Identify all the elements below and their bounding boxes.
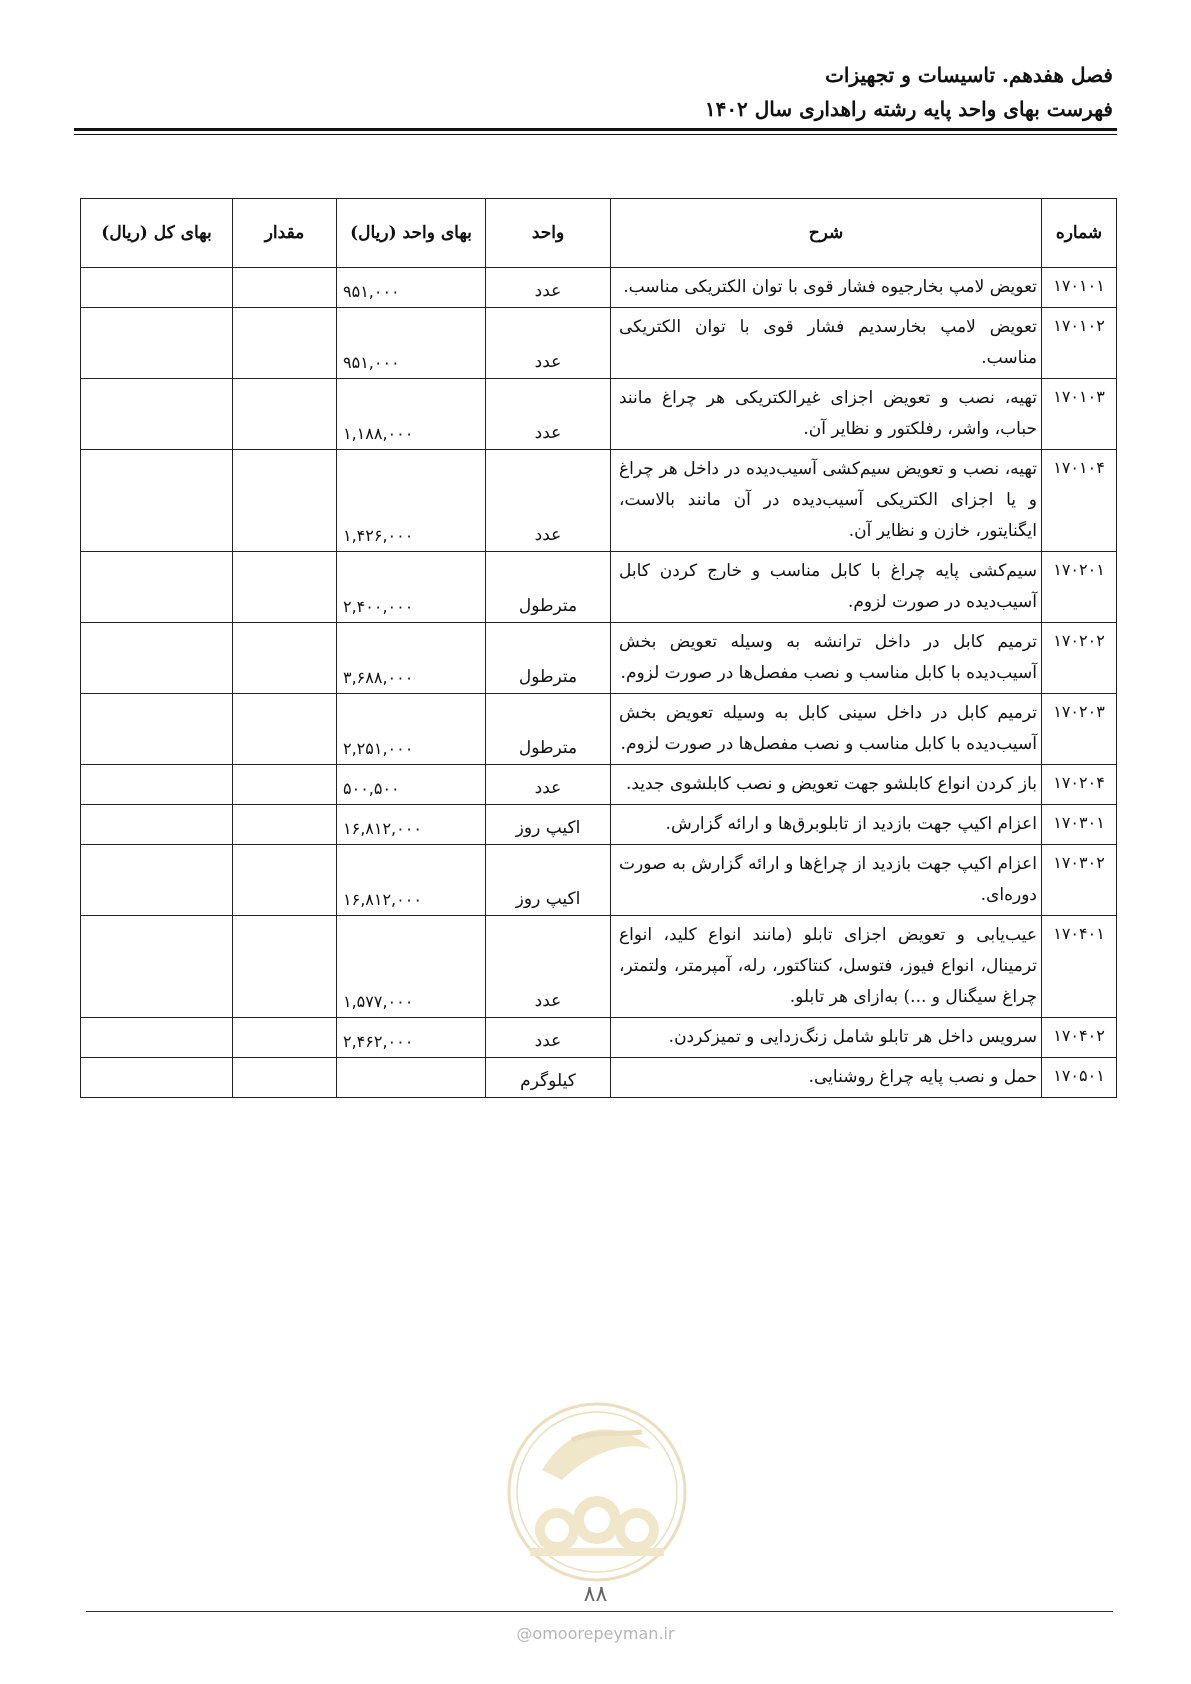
row-description: سرویس داخل هر تابلو شامل زنگ‌زدایی و تمیزکردن. xyxy=(611,1018,1042,1058)
row-code: ۱۷۰۲۰۴ xyxy=(1042,765,1117,805)
row-unit: عدد xyxy=(486,308,611,379)
row-unit-price: ۱,۱۸۸,۰۰۰ xyxy=(337,379,486,450)
row-total-price xyxy=(81,308,233,379)
row-total-price xyxy=(81,765,233,805)
row-total-price xyxy=(81,694,233,765)
page-number: ۸۸ xyxy=(583,1582,608,1607)
row-unit: عدد xyxy=(486,379,611,450)
row-unit-price: ۲,۴۰۰,۰۰۰ xyxy=(337,552,486,623)
row-description: اعزام اکیپ جهت بازدید از تابلوبرق‌ها و ارائه گزارش. xyxy=(611,805,1042,845)
footer-rule xyxy=(86,1611,1113,1612)
table-row xyxy=(81,765,1117,805)
header-rule-thick xyxy=(74,128,1117,131)
row-unit: عدد xyxy=(486,1018,611,1058)
row-total-price xyxy=(81,268,233,308)
row-unit-price: ۵۰۰,۵۰۰ xyxy=(337,765,486,805)
row-quantity xyxy=(233,379,337,450)
row-description: تعویض لامپ بخارسدیم فشار قوی با توان الکتریکی مناسب. xyxy=(611,308,1042,379)
header-rule-thin xyxy=(74,134,1117,135)
row-unit: مترطول xyxy=(486,694,611,765)
row-code: ۱۷۰۳۰۱ xyxy=(1042,805,1117,845)
row-unit: عدد xyxy=(486,916,611,1018)
row-description: سیم‌کشی پایه چراغ با کابل مناسب و خارج کردن کابل آسیب‌دیده در صورت لزوم. xyxy=(611,552,1042,623)
row-total-price xyxy=(81,1018,233,1058)
row-unit: عدد xyxy=(486,765,611,805)
chapter-title: فصل هفدهم. تاسیسات و تجهیزات xyxy=(825,63,1113,87)
row-code: ۱۷۰۴۰۲ xyxy=(1042,1018,1117,1058)
row-description: تهیه، نصب و تعویض سیم‌کشی آسیب‌دیده در داخل هر چراغ و یا اجزای الکتریکی آسیب‌دیده در آن مانند بالاست، ایگنایتور، خازن و نظایر آن. xyxy=(611,450,1042,552)
row-total-price xyxy=(81,552,233,623)
row-quantity xyxy=(233,916,337,1018)
table-row xyxy=(81,623,1117,694)
row-quantity xyxy=(233,694,337,765)
row-code: ۱۷۰۱۰۲ xyxy=(1042,308,1117,379)
row-unit: عدد xyxy=(486,450,611,552)
table-header-row xyxy=(81,199,1117,268)
row-code: ۱۷۰۳۰۲ xyxy=(1042,845,1117,916)
row-description: حمل و نصب پایه چراغ روشنایی. xyxy=(611,1058,1042,1098)
website-watermark: @omoorepeyman.ir xyxy=(516,1624,675,1643)
row-description: باز کردن انواع کابلشو جهت تعویض و نصب کابلشوی جدید. xyxy=(611,765,1042,805)
row-quantity xyxy=(233,805,337,845)
row-quantity xyxy=(233,450,337,552)
row-total-price xyxy=(81,379,233,450)
document-subtitle: فهرست بهای واحد پایه رشته راهداری سال ۱۴۰۲ xyxy=(704,97,1113,121)
row-unit-price: ۹۵۱,۰۰۰ xyxy=(337,268,486,308)
row-unit: مترطول xyxy=(486,552,611,623)
row-quantity xyxy=(233,623,337,694)
row-unit: مترطول xyxy=(486,623,611,694)
row-code: ۱۷۰۱۰۴ xyxy=(1042,450,1117,552)
table-row xyxy=(81,1058,1117,1098)
row-unit: کیلوگرم xyxy=(486,1058,611,1098)
table-row xyxy=(81,845,1117,916)
table-row xyxy=(81,308,1117,379)
col-header-quantity: مقدار xyxy=(233,199,337,268)
row-unit: اکیپ روز xyxy=(486,805,611,845)
row-total-price xyxy=(81,845,233,916)
table-row xyxy=(81,805,1117,845)
row-description: تهیه، نصب و تعویض اجزای غیرالکتریکی هر چراغ مانند حباب، واشر، رفلکتور و نظایر آن. xyxy=(611,379,1042,450)
publisher-logo-watermark xyxy=(502,1380,692,1600)
row-description: ترمیم کابل در داخل ترانشه به وسیله تعویض بخش آسیب‌دیده با کابل مناسب و نصب مفصل‌ها در صورت لزوم. xyxy=(611,623,1042,694)
row-total-price xyxy=(81,623,233,694)
row-total-price xyxy=(81,450,233,552)
row-code: ۱۷۰۲۰۳ xyxy=(1042,694,1117,765)
row-unit-price: ۱,۵۷۷,۰۰۰ xyxy=(337,916,486,1018)
row-quantity xyxy=(233,308,337,379)
row-description: ترمیم کابل در داخل سینی کابل به وسیله تعویض بخش آسیب‌دیده با کابل مناسب و نصب مفصل‌ها در صورت لزوم. xyxy=(611,694,1042,765)
row-total-price xyxy=(81,1058,233,1098)
row-code: ۱۷۰۵۰۱ xyxy=(1042,1058,1117,1098)
row-unit-price xyxy=(337,1058,486,1098)
row-code: ۱۷۰۱۰۳ xyxy=(1042,379,1117,450)
row-unit-price: ۳,۶۸۸,۰۰۰ xyxy=(337,623,486,694)
row-unit-price: ۱۶,۸۱۲,۰۰۰ xyxy=(337,805,486,845)
row-code: ۱۷۰۴۰۱ xyxy=(1042,916,1117,1018)
row-unit: عدد xyxy=(486,268,611,308)
row-quantity xyxy=(233,845,337,916)
row-code: ۱۷۰۲۰۱ xyxy=(1042,552,1117,623)
table-row xyxy=(81,268,1117,308)
row-quantity xyxy=(233,268,337,308)
table-row xyxy=(81,694,1117,765)
row-code: ۱۷۰۲۰۲ xyxy=(1042,623,1117,694)
col-header-code: شماره xyxy=(1042,199,1117,268)
table-row xyxy=(81,916,1117,1018)
row-description: تعویض لامپ بخارجیوه فشار قوی با توان الکتریکی مناسب. xyxy=(611,268,1042,308)
row-unit-price: ۹۵۱,۰۰۰ xyxy=(337,308,486,379)
row-description: عیب‌یابی و تعویض اجزای تابلو (مانند انواع کلید، انواع ترمینال، انواع فیوز، فتوسل، کنتاکتور، رله، آمپرمتر، ولتمتر، چراغ سیگنال و ...) به‌ازای هر تابلو. xyxy=(611,916,1042,1018)
row-unit: اکیپ روز xyxy=(486,845,611,916)
row-unit-price: ۲,۲۵۱,۰۰۰ xyxy=(337,694,486,765)
row-total-price xyxy=(81,805,233,845)
row-code: ۱۷۰۱۰۱ xyxy=(1042,268,1117,308)
col-header-unit-price: بهای واحد (ریال) xyxy=(337,199,486,268)
col-header-description: شرح xyxy=(611,199,1042,268)
page-header xyxy=(78,58,1113,126)
col-header-unit: واحد xyxy=(486,199,611,268)
row-quantity xyxy=(233,552,337,623)
row-quantity xyxy=(233,765,337,805)
table-row xyxy=(81,450,1117,552)
row-quantity xyxy=(233,1058,337,1098)
row-unit-price: ۱۶,۸۱۲,۰۰۰ xyxy=(337,845,486,916)
table-row xyxy=(81,1018,1117,1058)
row-unit-price: ۲,۴۶۲,۰۰۰ xyxy=(337,1018,486,1058)
table-row xyxy=(81,552,1117,623)
row-quantity xyxy=(233,1018,337,1058)
price-list-table xyxy=(80,198,1117,1098)
row-total-price xyxy=(81,916,233,1018)
col-header-total-price: بهای کل (ریال) xyxy=(81,199,233,268)
row-unit-price: ۱,۴۲۶,۰۰۰ xyxy=(337,450,486,552)
table-row xyxy=(81,379,1117,450)
row-description: اعزام اکیپ جهت بازدید از چراغ‌ها و ارائه گزارش به صورت دوره‌ای. xyxy=(611,845,1042,916)
